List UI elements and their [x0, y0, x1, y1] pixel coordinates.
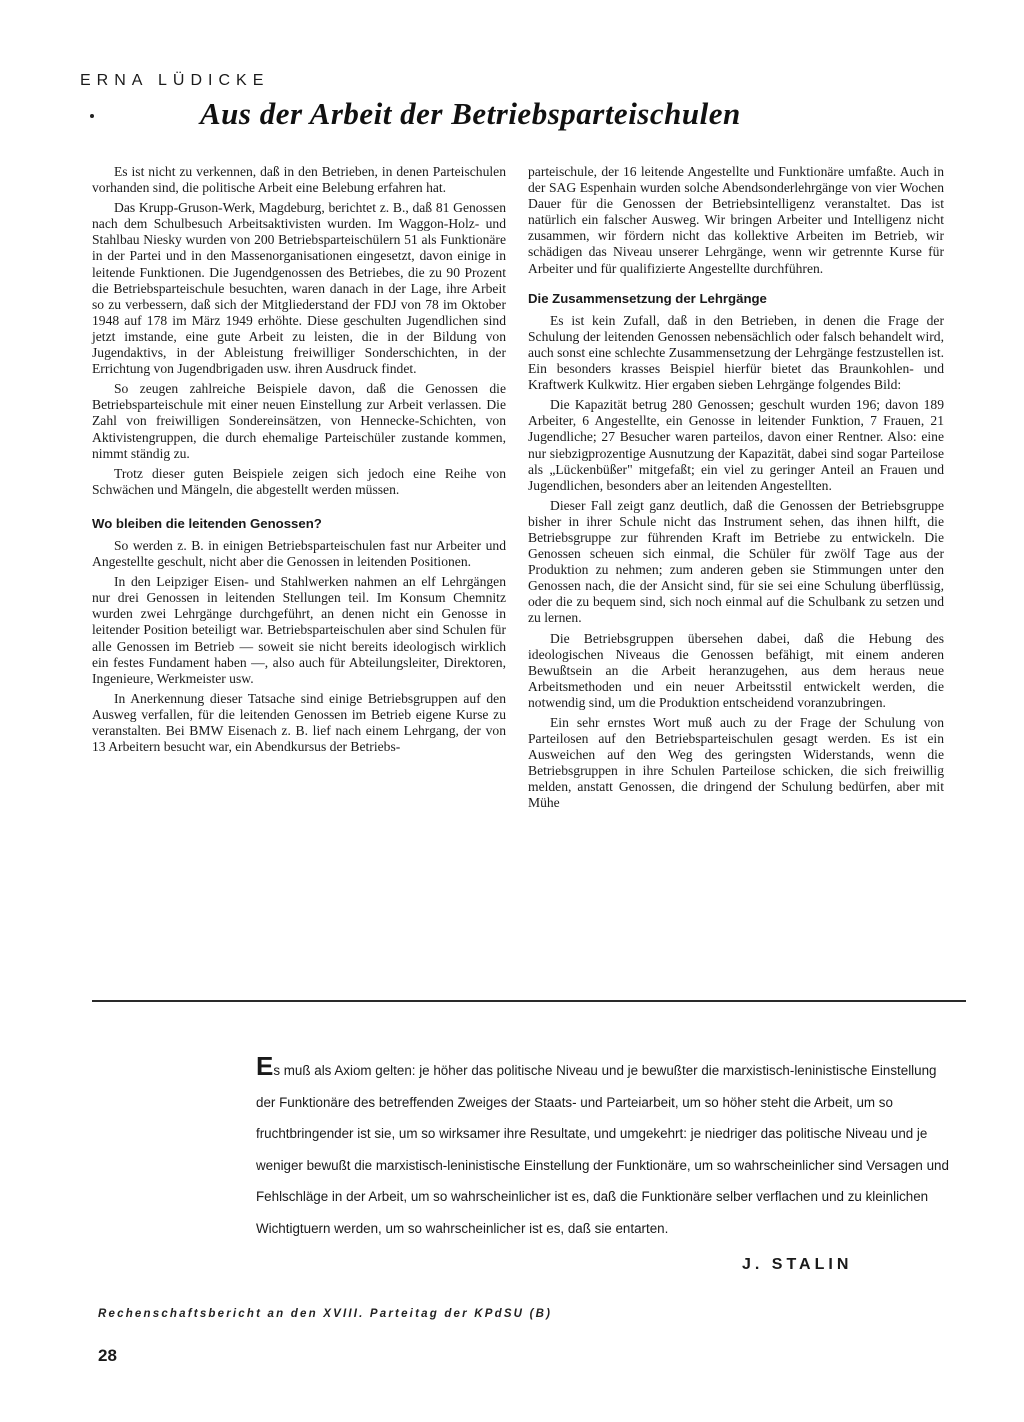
- left-column: [92, 164, 506, 759]
- quote-signature: J. STALIN: [742, 1256, 853, 1273]
- paragraph: Trotz dieser guten Beispiele zeigen sich jedoch eine Reihe von Schwächen und Mängeln, die abgestellt werden müssen.: [92, 465, 506, 497]
- article-title: Aus der Arbeit der Betriebsparteischulen: [200, 96, 741, 131]
- author-name: ERNA LÜDICKE: [80, 72, 270, 89]
- paragraph: Dieser Fall zeigt ganz deutlich, daß die Genossen der Betriebsgruppe bisher in ihrer Schule nicht das Instrument sehen, das ihnen hilft, die Betriebsgruppe zur führenden Kraft im Betriebe zu entwickeln. Die Genossen scheuen sich einmal, die Schüler für zwölf Tage aus der Produktion zu nehmen; zum anderen geben sie Stimmungen unter den Genossen nach, die der Ansicht sind, für sie sei eine Schulung überflüssig, oder die zu bequem sind, sich noch einmal auf die Schulbank zu setzen und zu lernen.: [528, 497, 944, 626]
- paragraph: parteischule, der 16 leitende Angestellte und Funktionäre umfaßte. Auch in der SAG Espenhain wurden solche Abendsonderlehrgänge von vier Wochen Dauer für die Genossen der Betriebsintelligenz veranstaltet. Das ist natürlich ein falscher Ausweg. Wir bringen Arbeiter und Intelligenz nicht zusammen, wir fördern nicht das kollektive Arbeiten im Betrieb, wir schädigen das Niveau unserer Lehrgänge, wenn wir getrennte Kurse für Arbeiter und für qualifizierte Angestellte durchführen.: [528, 164, 944, 276]
- quote-source: Rechenschaftsbericht an den XVIII. Parteitag der KPdSU (B): [98, 1308, 553, 1320]
- print-dot: [90, 114, 94, 118]
- page-number: 28: [98, 1346, 117, 1365]
- quote-block: [256, 1051, 956, 1245]
- right-column: [528, 164, 944, 816]
- paragraph: Es ist nicht zu verkennen, daß in den Betrieben, in denen Parteischulen vorhanden sind, die politische Arbeit eine Belebung erfahren hat.: [92, 164, 506, 196]
- section-heading: Die Zusammensetzung der Lehrgänge: [528, 290, 767, 306]
- paragraph: Es ist kein Zufall, daß in den Betrieben, in denen die Frage der Schulung der leitenden Genossen nebensächlich oder falsch behandelt wird, auch sonst eine schlechte Zusammensetzung der Lehrgänge festzustellen ist. Ein besonders krasses Beispiel hierfür bietet das Braunkohlen- und Kraftwerk Kulkwitz. Hier ergaben sieben Lehrgänge folgendes Bild:: [528, 312, 944, 393]
- paragraph: In Anerkennung dieser Tatsache sind einige Betriebsgruppen auf den Ausweg verfallen, für die leitenden Genossen im Betrieb eigene Kurse zu veranstalten. Bei BMW Eisenach z. B. lief nach einem Lehrgang, der von 13 Arbeitern besucht war, ein Abendkursus der Betriebs-: [92, 690, 506, 755]
- paragraph: Die Kapazität betrug 280 Genossen; geschult wurden 196; davon 189 Arbeiter, 6 Angestellte, ein Genosse in leitender Funktion, 7 Frauen, 21 Jugendliche; 27 Besucher waren parteilos, davon einer Rentner. Also: eine nur siebzigprozentige Ausnutzung der Kapazität, dabei sind sogar Parteilose als „Lückenbüßer" mitgefaßt; ein viel zu geringer Anteil an Frauen und Jugendlichen, besonders aber an leitenden Angestellten.: [528, 397, 944, 493]
- quote-text: s muß als Axiom gelten: je höher das politische Niveau und je bewußter die marxistisch-leninistische Einstellung der Funktionäre des betreffenden Zweiges der Staats- und Parteiarbeit, um so höher steht die Arbeit, um so fruchtbringender ist sie, um so wirksamer ihre Resultate, und umgekehrt: je niedriger das politische Niveau und je weniger bewußt die marxistisch-leninistische Einstellung der Funktionäre, um so wahrscheinlicher sind Versagen und Fehlschläge in der Arbeit, um so wahrscheinlicher ist es, daß die Funktionäre selber verflachen und zu kleinlichen Wichtigtuern werden, um so wahrscheinlicher ist es, daß sie entarten.: [256, 1063, 949, 1236]
- paragraph: So zeugen zahlreiche Beispiele davon, daß die Genossen die Betriebsparteischule mit einer neuen Einstellung zur Arbeit verlassen. Die Zahl von freiwilligen Sondereinsätzen, von Hennecke-Schichten, von Aktivistengruppen, die durch ehemalige Parteischüler zustande kommen, nimmt ständig zu.: [92, 381, 506, 461]
- section-heading: Wo bleiben die leitenden Genossen?: [92, 515, 322, 531]
- paragraph: Die Betriebsgruppen übersehen dabei, daß die Hebung des ideologischen Niveaus die Genossen befähigt, mit einem anderen Bewußtsein an die Arbeit heranzugehen, aus dem heraus neue Arbeitsmethoden und ein neuer Arbeitsstil entwickelt werden, die notwendig sind, um die Produktion entscheidend voranzubringen.: [528, 630, 944, 710]
- paragraph: Das Krupp-Gruson-Werk, Magdeburg, berichtet z. B., daß 81 Genossen nach dem Schulbesuch Arbeitsaktivisten wurden. Im Waggon-Holz- und Stahlbau Niesky wurden von 200 Betriebsparteischülern 51 als Funktionäre in der Partei und in den Massenorganisationen eingesetzt, davon einige in leitende Funktionen. Die Jugendgenossen des Betriebes, die zu 90 Prozent die Betriebsparteischule besuchten, waren danach in der Lage, ihre Arbeit so zu verbessern, daß sich der Mitgliederstand der FDJ von 78 im Oktober 1948 auf 178 im März 1949 erhöhte. Diese geschulten Jugendlichen sind jetzt imstande, eine gute Arbeit zu leisten, die in der Bildung von Jugendaktivs, in der Ableistung freiwilliger Sonderschichten, in der Errichtung von Jugendbrigaden usw. ihren Ausdruck findet.: [92, 200, 506, 377]
- section-divider: [92, 1000, 966, 1002]
- paragraph: So werden z. B. in einigen Betriebsparteischulen fast nur Arbeiter und Angestellte geschult, nicht aber die Genossen in leitenden Positionen.: [92, 537, 506, 570]
- paragraph: Ein sehr ernstes Wort muß auch zu der Frage der Schulung von Parteilosen auf den Betriebsparteischulen gesagt werden. Es ist ein Ausweichen auf den Weg des geringsten Widerstands, wenn die Betriebsgruppen in ihre Schulen Parteilose schicken, die sich freiwillig melden, anstatt Genossen, die dringend der Schulung bedürfen, aber mit Mühe: [528, 715, 944, 811]
- paragraph: In den Leipziger Eisen- und Stahlwerken nahmen an elf Lehrgängen nur drei Genossen in leitenden Stellungen teil. Im Konsum Chemnitz wurden zwei Lehrgänge durchgeführt, an denen nicht ein Genosse in leitender Position beteiligt war. Betriebsparteischulen aber sind Schulen für alle Genossen im Betrieb — soweit sie nicht bereits ideologisch wirklich ein festes Fundament haben —, also auch für Abteilungsleiter, Direktoren, Ingenieure, Werkmeister usw.: [92, 574, 506, 686]
- drop-initial: E: [256, 1051, 274, 1081]
